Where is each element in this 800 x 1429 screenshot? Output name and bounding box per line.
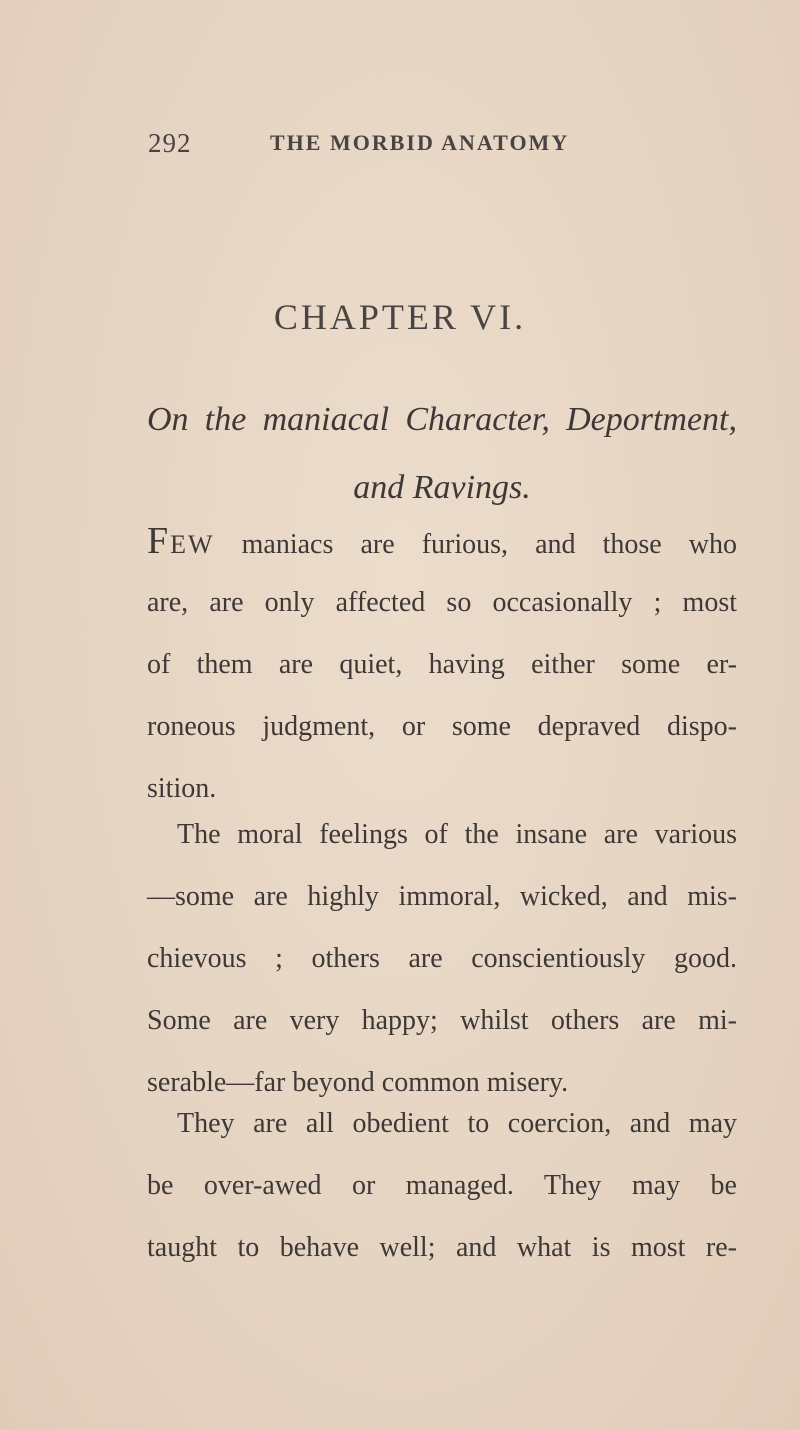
text-line: They are all obedient to coercion, and may	[177, 1108, 737, 1139]
running-head-title: THE MORBID ANATOMY	[270, 130, 570, 155]
text-line: of them are quiet, having either some er-	[147, 649, 737, 680]
running-head	[0, 128, 800, 164]
drop-cap: F	[147, 520, 171, 562]
text-line: serable—far beyond common misery.	[147, 1067, 569, 1098]
text-line: roneous judgment, or some depraved dispo-	[147, 711, 737, 742]
text-line: Some are very happy; whilst others are mi-	[147, 1005, 737, 1036]
text-line: —some are highly immoral, wicked, and mis-	[147, 881, 737, 912]
text-line: chievous ; others are conscientiously good.	[147, 943, 737, 974]
text-line: FEW maniacs are furious, and those who	[147, 520, 737, 562]
paragraph-3	[147, 1093, 737, 1279]
text-line: taught to behave well; and what is most re-	[147, 1232, 737, 1263]
paragraph-1	[147, 510, 737, 820]
page-number: 292	[148, 128, 192, 158]
text-line: sition.	[147, 773, 217, 804]
text-line: be over-awed or managed. They may be	[147, 1170, 737, 1201]
chapter-title: CHAPTER VI.	[273, 297, 527, 337]
chapter-subtitle-line: and Ravings.	[353, 469, 531, 506]
small-caps-word: EW	[170, 530, 215, 559]
text-line: are, are only affected so occasionally ; most	[147, 587, 737, 618]
paragraph-2	[147, 804, 737, 1114]
chapter-subtitle	[147, 386, 737, 522]
chapter-subtitle-line: On the maniacal Character, Deportment,	[147, 401, 737, 438]
text-line: The moral feelings of the insane are various	[177, 819, 737, 850]
